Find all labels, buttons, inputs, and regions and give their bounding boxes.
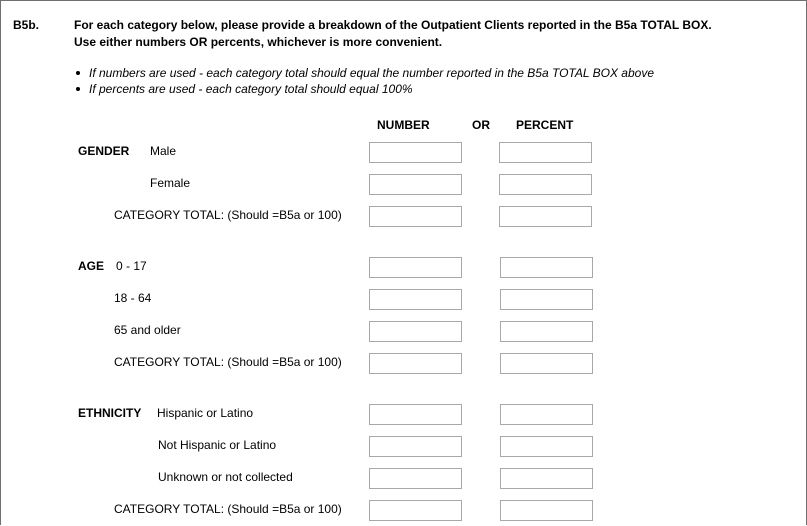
row-label-hispanic: Hispanic or Latino xyxy=(157,406,254,420)
row-label-not-hispanic: Not Hispanic or Latino xyxy=(158,438,277,452)
gender-female-number-input[interactable] xyxy=(369,174,462,195)
instruction-text: If percents are used - each category total should equal 100% xyxy=(89,82,413,96)
row-label-age-65: 65 and older xyxy=(114,323,181,337)
question-number: B5b. xyxy=(13,18,40,32)
row-label-gender-total: CATEGORY TOTAL: (Should =B5a or 100) xyxy=(114,208,342,222)
eth-not-hispanic-percent-input[interactable] xyxy=(500,436,593,457)
age-0-17-percent-input[interactable] xyxy=(500,257,593,278)
eth-total-number-input[interactable] xyxy=(369,500,462,521)
age-65-number-input[interactable] xyxy=(369,321,462,342)
eth-unknown-number-input[interactable] xyxy=(369,468,462,489)
section-label-ethnicity: ETHNICITY xyxy=(78,406,142,420)
age-18-64-number-input[interactable] xyxy=(369,289,462,310)
column-header-percent: PERCENT xyxy=(516,118,574,132)
age-total-percent-input[interactable] xyxy=(500,353,593,374)
gender-male-number-input[interactable] xyxy=(369,142,462,163)
eth-hispanic-number-input[interactable] xyxy=(369,404,462,425)
section-label-gender: GENDER xyxy=(78,144,130,158)
row-label-age-18-64: 18 - 64 xyxy=(114,291,152,305)
gender-total-number-input[interactable] xyxy=(369,206,462,227)
eth-hispanic-percent-input[interactable] xyxy=(500,404,593,425)
row-label-male: Male xyxy=(150,144,177,158)
instruction-bullet-percents xyxy=(76,82,413,96)
section-label-age: AGE xyxy=(78,259,105,273)
eth-total-percent-input[interactable] xyxy=(500,500,593,521)
bullet-dot-icon xyxy=(76,71,80,75)
bullet-dot-icon xyxy=(76,87,80,91)
eth-not-hispanic-number-input[interactable] xyxy=(369,436,462,457)
age-total-number-input[interactable] xyxy=(369,353,462,374)
row-label-age-total: CATEGORY TOTAL: (Should =B5a or 100) xyxy=(114,355,342,369)
gender-male-percent-input[interactable] xyxy=(499,142,592,163)
row-label-age-0-17: 0 - 17 xyxy=(116,259,147,273)
row-label-female: Female xyxy=(150,176,191,190)
column-header-or: OR xyxy=(472,118,490,132)
row-label-ethnicity-total: CATEGORY TOTAL: (Should =B5a or 100) xyxy=(114,502,342,516)
instruction-bullet-numbers xyxy=(76,66,654,80)
age-0-17-number-input[interactable] xyxy=(369,257,462,278)
age-65-percent-input[interactable] xyxy=(500,321,593,342)
question-text-line1: For each category below, please provide a breakdown of the Outpatient Clients reported in the B5a TOTAL BOX. xyxy=(74,18,712,32)
instruction-text: If numbers are used - each category total should equal the number reported in the B5a TOTAL BOX above xyxy=(89,66,655,80)
gender-female-percent-input[interactable] xyxy=(499,174,592,195)
age-18-64-percent-input[interactable] xyxy=(500,289,593,310)
row-label-unknown: Unknown or not collected xyxy=(158,470,293,484)
eth-unknown-percent-input[interactable] xyxy=(500,468,593,489)
gender-total-percent-input[interactable] xyxy=(499,206,592,227)
question-text-line2: Use either numbers OR percents, whichever is more convenient. xyxy=(74,35,443,49)
column-header-number: NUMBER xyxy=(377,118,430,132)
